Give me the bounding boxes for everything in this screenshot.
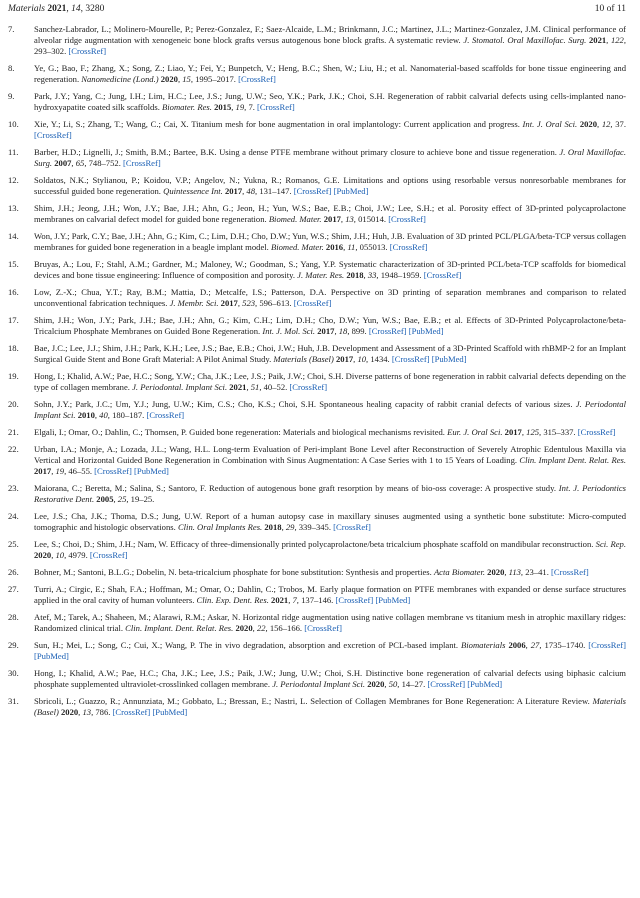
reference-text: Hong, I.; Khalid, A.W.; Pae, H.C.; Song, Y.W.; Cha, J.K.; Lee, J.S.; Paik, J.W.; Choi, S.H. Diverse patterns of bone regeneration in rabbit calvarial defects depending on the type of collagen membrane. — [34, 371, 626, 393]
reference-text: Elgali, I.; Omar, O.; Dahlin, C.; Thomsen, P. Guided bone regeneration: Materials and biological mechanisms revisited. — [34, 427, 445, 438]
reference-volume: 50 — [388, 679, 398, 690]
reference-year: 2020 — [487, 567, 505, 578]
reference-text: Shim, J.H.; Jeong, J.H.; Won, J.Y.; Bae, J.H.; Ahn, G.; Jeon, H.; Yun, W.S.; Bae, E.B.; Choi, J.W.; Lee, S.H.; et al. Porosity effect of 3D-printed polycaprolactone membranes on calvarial defect model for guided bone regeneration. — [34, 203, 626, 225]
reference-pages: 1434. — [370, 354, 390, 365]
reference-year: 2020 — [235, 623, 253, 634]
reference-number: 27. — [8, 584, 19, 594]
reference-text: Bruyas, A.; Lou, F.; Stahl, A.M.; Gardner, M.; Maloney, W.; Goodman, S.; Yang, Y.P. Systematic characterization of 3D-printed PCL/beta-TCP scaffolds for biomedical devices and bone tissue engineering: Influence of composition and porosity. — [34, 259, 626, 281]
reference-year: 2017 — [224, 186, 243, 197]
reference-item: 18. Bae, J.C.; Lee, J.J.; Shim, J.H.; Park, K.H.; Lee, J.S.; Bae, E.B.; Choi, J.W.; Huh, J.B. Development and Assessment of a 3D-Printed Scaffold with rhBMP-2 for an Implant Surgical Guide Stent and Bone Graft Material: A Pilot Animal Study. Materials (Basel) 2017, 10, 1434. [CrossRef] [PubMed] — [8, 343, 626, 365]
reference-volume: 19 — [235, 102, 245, 113]
reference-item: 11. Barber, H.D.; Lignelli, J.; Smith, B.M.; Bartee, B.K. Using a dense PTFE membrane without primary closure to achieve bone and tissue regeneration. J. Oral Maxillofac. Surg. 2007, 65, 748–752. [CrossRef] — [8, 147, 626, 169]
reference-item: 20. Sohn, J.Y.; Park, J.C.; Um, Y.J.; Jung, U.W.; Kim, C.S.; Cho, K.S.; Choi, S.H. Spontaneous healing capacity of rabbit cranial defects of various sizes. J. Periodontal Implant Sci. 2010, 40, 180–187. [CrossRef] — [8, 399, 626, 421]
reference-pages: 156–166. — [269, 623, 303, 634]
reference-year: 2018 — [346, 270, 364, 281]
reference-volume: 13 — [345, 214, 354, 225]
crossref-link[interactable]: [CrossRef] — [368, 326, 407, 337]
crossref-link[interactable]: [CrossRef] — [68, 46, 107, 57]
reference-text: Lee, S.; Choi, D.; Shim, J.H.; Nam, W. Efficacy of three-dimensionally printed polycaprolactone/beta tricalcium phosphate scaffold on mandibular reconstruction. — [34, 539, 594, 550]
reference-text: Bohner, M.; Santoni, B.L.G.; Dobelin, N. beta-tricalcium phosphate for bone substitution: Synthesis and properties. — [34, 567, 432, 578]
reference-journal: Biomater. Res. — [162, 102, 212, 113]
reference-pages: 015014. — [358, 214, 387, 225]
reference-item: 27. Turri, A.; Cirgic, E.; Shah, F.A.; Hoffman, M.; Omar, O.; Dahlin, C.; Trobos, M. Early plaque formation on PTFE membranes with expanded or dense surface structures applied in the oral cavity of human volunteers. Clin. Exp. Dent. Res. 2021, 7, 137–146. [CrossRef] [PubMed] — [8, 584, 626, 606]
reference-journal: J. Stomatol. Oral Maxillofac. Surg. — [463, 35, 587, 46]
reference-journal: Materials (Basel) — [34, 696, 626, 718]
journal-year: 2021 — [47, 4, 67, 14]
reference-item: 26. Bohner, M.; Santoni, B.L.G.; Dobelin, N. beta-tricalcium phosphate for bone substitution: Synthesis and properties. Acta Biomater. 2020, 113, 23–41. [CrossRef] — [8, 567, 589, 578]
reference-text: Park, J.Y.; Yang, C.; Jung, I.H.; Lim, H.C.; Lee, J.S.; Jung, U.W.; Seo, Y.K.; Park, J.K.; Choi, S.H. Regeneration of rabbit calvarial defects using cells-implanted nano-hydroxyapatite coated silk scaffolds. — [34, 91, 626, 113]
reference-number: 10. — [8, 119, 19, 130]
reference-list — [8, 24, 626, 724]
reference-year: 2006 — [508, 640, 526, 650]
reference-volume: 40 — [99, 410, 108, 421]
reference-volume: 25 — [117, 494, 127, 505]
reference-journal: Int. J. Periodontics Restorative Dent. — [34, 483, 626, 505]
reference-item: 25. Lee, S.; Choi, D.; Shim, J.H.; Nam, W. Efficacy of three-dimensionally printed polycaprolactone/beta tricalcium phosphate scaffold on mandibular reconstruction. Sci. Rep. 2020, 10, 4979. [CrossRef] — [8, 539, 626, 561]
reference-volume: 51 — [250, 382, 260, 393]
crossref-link[interactable]: [CrossRef] — [333, 522, 371, 533]
reference-number: 7. — [8, 24, 15, 34]
reference-text: Turri, A.; Cirgic, E.; Shah, F.A.; Hoffman, M.; Omar, O.; Dahlin, C.; Trobos, M. Early plaque formation on PTFE membranes with expanded or dense surface structures applied in the oral cavity of human volunteers. — [34, 584, 626, 606]
pubmed-link[interactable]: [PubMed] — [408, 326, 444, 337]
reference-volume: 27 — [530, 640, 540, 650]
reference-volume: 19 — [55, 466, 65, 477]
reference-volume: 11 — [347, 242, 356, 253]
crossref-link[interactable]: [CrossRef] — [34, 130, 72, 141]
reference-year: 2010 — [77, 410, 95, 421]
reference-pages: 37. — [615, 119, 626, 130]
reference-year: 2021 — [271, 595, 289, 606]
reference-item: 29. Sun, H.; Mei, L.; Song, C.; Cui, X.; Wang, P. The in vivo degradation, absorption and excretion of PCL-based implant. Biomaterials 2006, 27, 1735–1740. [CrossRef] [PubMed] — [8, 640, 626, 662]
reference-text: Barber, H.D.; Lignelli, J.; Smith, B.M.; Bartee, B.K. Using a dense PTFE membrane without primary closure to achieve bone and tissue regeneration. — [34, 147, 557, 158]
reference-text: Soldatos, N.K.; Stylianou, P.; Koidou, V.P.; Angelov, N.; Yukna, R.; Romanos, G.E. Limitations and options using resorbable versus nonresorbable membranes for successful guided bone regeneration. — [34, 175, 626, 197]
reference-text: Sbricoli, L.; Guazzo, R.; Annunziata, M.; Gobbato, L.; Bressan, E.; Nastri, L. Selection of Collagen Membranes for Bone Regeneration: A Literature Review. — [34, 696, 590, 706]
reference-text: Ye, G.; Bao, F.; Zhang, X.; Song, Z.; Liao, Y.; Fei, Y.; Bunpetch, V.; Heng, B.C.; Shen, W.; Liu, H.; et al. Nanomaterial-based scaffolds for bone tissue engineering and regeneration. — [34, 63, 626, 85]
crossref-link[interactable]: [CrossRef] — [335, 595, 374, 606]
crossref-link[interactable]: [CrossRef] — [94, 466, 132, 477]
reference-pages: 055013. — [359, 242, 388, 253]
reference-pages: 1948–1959. — [380, 270, 422, 281]
reference-pages: 315–337. — [543, 427, 576, 438]
reference-volume: 113 — [508, 567, 521, 578]
reference-number: 11. — [8, 147, 19, 158]
reference-volume: 10 — [55, 550, 65, 561]
reference-pages: 131–147. — [259, 186, 292, 197]
reference-pages: 137–146. — [301, 595, 334, 606]
reference-item: 23. Maiorana, C.; Beretta, M.; Salina, S.; Santoro, F. Reduction of autogenous bone graft resorption by means of bio-oss coverage: A prospective study. Int. J. Periodontics Restorative Dent. 2005, 25, 19–25. — [8, 483, 626, 505]
reference-item: 9. Park, J.Y.; Yang, C.; Jung, I.H.; Lim, H.C.; Lee, J.S.; Jung, U.W.; Seo, Y.K.; Park, J.K.; Choi, S.H. Regeneration of rabbit calvarial defects using cells-implanted nano-hydroxyapatite coated silk scaffolds. Biomater. Res. 2015, 19, 7. [CrossRef] — [8, 91, 626, 113]
reference-pages: 14–27. — [401, 679, 426, 690]
reference-item: 12. Soldatos, N.K.; Stylianou, P.; Koidou, V.P.; Angelov, N.; Yukna, R.; Romanos, G.E. Limitations and options using resorbable versus nonresorbable membranes for successful guided bone regeneration. Quintessence Int. 2017, 48, 131–147. [CrossRef] [PubMed] — [8, 175, 626, 197]
reference-pages: 293–302. — [34, 46, 67, 57]
reference-year: 2007 — [54, 158, 72, 169]
reference-number: 28. — [8, 612, 19, 622]
reference-number: 21. — [8, 427, 19, 438]
reference-item: 31. Sbricoli, L.; Guazzo, R.; Annunziata, M.; Gobbato, L.; Bressan, E.; Nastri, L. Selection of Collagen Membranes for Bone Regeneration: A Literature Review. Materials (Basel) 2020, 13, 786. [CrossRef] [PubMed] — [8, 696, 626, 718]
reference-pages: 23–41. — [525, 567, 549, 578]
reference-text: Urban, I.A.; Monje, A.; Lozada, J.L.; Wang, H.L. Long-term Evaluation of Peri-implant Bone Level after Reconstruction of Severely Atrophic Edentulous Maxilla via Vertical and Horizontal Guided Bone Regeneration in Combination with Sinus Augmentation: A Case Series with 1 to 15 Years of Loading. — [34, 444, 626, 466]
reference-pages: 46–55. — [68, 466, 93, 477]
reference-volume: 65 — [75, 158, 85, 169]
reference-number: 8. — [8, 63, 15, 74]
crossref-link[interactable]: [CrossRef] — [293, 186, 332, 197]
reference-journal: J. Mater. Res. — [297, 270, 345, 281]
journal-volume: 14 — [71, 4, 81, 14]
reference-year: 2020 — [60, 707, 79, 718]
reference-year: 2020 — [579, 119, 597, 130]
reference-number: 16. — [8, 287, 19, 298]
crossref-link[interactable]: [CrossRef] — [123, 158, 161, 169]
reference-item: 28. Atef, M.; Tarek, A.; Shaheen, M.; Alarawi, R.M.; Askar, N. Horizontal ridge augmentation using native collagen membrane vs titanium mesh in atrophic maxillary ridges: Randomized clinical trial. Clin. Implant. Dent. Relat. Res. 2020, 22, 156–166. [CrossRef] — [8, 612, 626, 634]
reference-volume: 22 — [256, 623, 266, 634]
reference-item: 22. Urban, I.A.; Monje, A.; Lozada, J.L.; Wang, H.L. Long-term Evaluation of Peri-implant Bone Level after Reconstruction of Severely Atrophic Edentulous Maxilla via Vertical and Horizontal Guided Bone Regeneration in Combination with Sinus Augmentation: A Case Series with 1 to 15 Years of Loading. Clin. Implant Dent. Relat. Res. 2017, 19, 46–55. [CrossRef] [PubMed] — [8, 444, 627, 477]
reference-number: 18. — [8, 343, 19, 354]
pubmed-link[interactable]: [PubMed] — [152, 707, 188, 718]
crossref-link[interactable]: [CrossRef] — [293, 298, 332, 309]
reference-pages: 1995–2017. — [195, 74, 236, 85]
reference-year: 2017 — [317, 326, 335, 337]
reference-item: 15. Bruyas, A.; Lou, F.; Stahl, A.M.; Gardner, M.; Maloney, W.; Goodman, S.; Yang, Y.P. Systematic characterization of 3D-printed PCL/beta-TCP scaffolds for biomedical devices and bone tissue engineering: Influence of composition and porosity. J. Mater. Res. 2018, 33, 1948–1959. [CrossRef] — [8, 259, 626, 281]
reference-item: 10. Xie, Y.; Li, S.; Zhang, T.; Wang, C.; Cai, X. Titanium mesh for bone augmentation in oral implantology: Current application and progress. Int. J. Oral Sci. 2020, 12, 37. [CrossRef] — [8, 119, 626, 141]
reference-journal: Acta Biomater. — [433, 567, 486, 578]
reference-item: 7. Sanchez-Labrador, L.; Molinero-Mourelle, P.; Perez-Gonzalez, F.; Saez-Alcaide, L.M.; Brinkmann, J.C.; Martinez, J.L.; Martinez-Gonzalez, J.M. Clinical performance of alveolar ridge augmentation with xenogeneic bone block grafts versus autogenous bone block grafts. A systematic review. J. Stomatol. Oral Maxillofac. Surg. 2021, 122, 293–302. [CrossRef] — [8, 24, 626, 57]
reference-number: 17. — [8, 315, 19, 326]
reference-item: 30. Hong, I.; Khalid, A.W.; Pae, H.C.; Cha, J.K.; Lee, J.S.; Paik, J.W.; Jung, U.W.; Choi, S.H. Distinctive bone regeneration of calvarial defects using biphasic calcium phosphate supplemented ultraviolet-crosslinked collagen membrane. J. Periodontal Implant Sci. 2020, 50, 14–27. [CrossRef] [PubMed] — [8, 668, 626, 690]
reference-journal: J. Periodontal. Implant Sci. — [132, 382, 228, 393]
reference-volume: 523 — [242, 298, 256, 309]
crossref-link[interactable]: [CrossRef] — [289, 382, 328, 393]
reference-volume: 122 — [610, 35, 624, 46]
reference-item: 14. Won, J.Y.; Park, C.Y.; Bae, J.H.; Ahn, G.; Kim, C.; Lim, D.H.; Cho, D.W.; Yun, W.S.; Shim, J.H.; Huh, J.B. Evaluation of 3D printed PCL/PLGA/beta-TCP versus collagen membranes for guided bone regeneration in a beagle implant model. Biomed. Mater. 2016, 11, 055013. [CrossRef] — [8, 231, 626, 253]
reference-journal: Biomed. Mater. — [270, 242, 324, 253]
reference-text: Sohn, J.Y.; Park, J.C.; Um, Y.J.; Jung, U.W.; Kim, C.S.; Cho, K.S.; Choi, S.H. Spontaneous healing capacity of rabbit cranial defects of various sizes. — [34, 399, 573, 410]
reference-volume: 33 — [367, 270, 377, 281]
reference-year: 2015 — [214, 102, 232, 113]
reference-volume: 13 — [82, 707, 92, 718]
reference-number: 14. — [8, 231, 19, 242]
reference-number: 26. — [8, 567, 19, 578]
reference-year: 2018 — [264, 522, 282, 533]
reference-year: 2017 — [504, 427, 522, 438]
pubmed-link[interactable]: [PubMed] — [34, 651, 69, 662]
reference-text: Hong, I.; Khalid, A.W.; Pae, H.C.; Cha, J.K.; Lee, J.S.; Paik, J.W.; Jung, U.W.; Choi, S.H. Distinctive bone regeneration of calvarial defects using biphasic calcium phosphate supplemented ultraviolet-crosslinked collagen membrane. — [34, 668, 626, 690]
reference-number: 24. — [8, 511, 19, 522]
reference-year: 2016 — [325, 242, 344, 253]
reference-text: Sanchez-Labrador, L.; Molinero-Mourelle, P.; Perez-Gonzalez, F.; Saez-Alcaide, L.M.; Brinkmann, J.C.; Martinez, J.L.; Martinez-Gonzalez, J.M. Clinical performance of alveolar ridge augmentation with xenogeneic bone block grafts versus autogenous bone block grafts. A systematic review. — [34, 24, 626, 46]
crossref-link[interactable]: [CrossRef] — [89, 550, 128, 561]
page-header — [8, 2, 626, 16]
reference-year: 2020 — [367, 679, 385, 690]
pubmed-link[interactable]: [PubMed] — [134, 466, 169, 477]
reference-item: 17. Shim, J.H.; Won, J.Y.; Park, J.H.; Bae, J.H.; Ahn, G.; Kim, C.H.; Lim, D.H.; Cho, D.W.; Yun, W.S.; Bae, E.B.; et al. Effects of 3D-Printed Polycaprolactone/beta-Tricalcium Phosphate Membranes on Guided Bone Regeneration. Int. J. Mol. Sci. 2017, 18, 899. [CrossRef] [PubMed] — [8, 315, 626, 337]
reference-journal: J. Periodontal Implant Sci. — [272, 679, 366, 690]
reference-year: 2005 — [96, 494, 114, 505]
reference-volume: 125 — [526, 427, 540, 438]
reference-pages: 180–187. — [112, 410, 145, 421]
reference-journal: J. Periodontal Implant Sci. — [34, 399, 626, 421]
reference-pages: 339–345. — [298, 522, 331, 533]
reference-text: Shim, J.H.; Won, J.Y.; Park, J.H.; Bae, J.H.; Ahn, G.; Kim, C.H.; Lim, D.H.; Cho, D.W.; Yun, W.S.; Bae, E.B.; et al. Effects of 3D-Printed Polycaprolactone/beta-Tricalcium Phosphate Membranes on Guided Bone Regeneration. — [34, 315, 626, 337]
reference-number: 15. — [8, 259, 19, 270]
reference-number: 20. — [8, 399, 19, 410]
reference-item: 8. Ye, G.; Bao, F.; Zhang, X.; Song, Z.; Liao, Y.; Fei, Y.; Bunpetch, V.; Heng, B.C.; Shen, W.; Liu, H.; et al. Nanomaterial-based scaffolds for bone tissue engineering and regeneration. Nanomedicine (Lond.) 2020, 15, 1995–2017. [CrossRef] — [8, 63, 626, 85]
crossref-link[interactable]: [CrossRef] — [238, 74, 276, 85]
reference-number: 30. — [8, 668, 19, 678]
pubmed-link[interactable]: [PubMed] — [375, 595, 411, 606]
reference-number: 12. — [8, 175, 19, 186]
reference-journal: J. Membr. Sci. — [169, 298, 219, 309]
crossref-link[interactable]: [CrossRef] — [427, 679, 466, 690]
reference-year: 2021 — [588, 35, 607, 46]
reference-text: Won, J.Y.; Park, C.Y.; Bae, J.H.; Ahn, G.; Kim, C.; Lim, D.H.; Cho, D.W.; Yun, W.S.; Shim, J.H.; Huh, J.B. Evaluation of 3D printed PCL/PLGA/beta-TCP versus collagen membranes for guided bone regeneration in a beagle implant model. — [34, 231, 626, 253]
reference-text: Lee, J.S.; Cha, J.K.; Thoma, D.S.; Jung, U.W. Report of a human autopsy case in maxillary sinuses augmented using a synthetic bone substitute: Micro-computed tomographic and histologic observations. — [34, 511, 626, 533]
reference-number: 25. — [8, 539, 19, 550]
reference-pages: 899. — [351, 326, 367, 337]
reference-volume: 48 — [246, 186, 256, 197]
crossref-link[interactable]: [CrossRef] — [577, 427, 616, 438]
reference-year: 2020 — [34, 550, 52, 561]
reference-volume: 29 — [285, 522, 295, 533]
reference-number: 29. — [8, 640, 19, 650]
reference-item: 21. Elgali, I.; Omar, O.; Dahlin, C.; Thomsen, P. Guided bone regeneration: Materials and biological mechanisms revisited. Eur. J. Oral Sci. 2017, 125, 315–337. [CrossRef] — [8, 427, 616, 438]
reference-pages: 748–752. — [88, 158, 121, 169]
reference-journal: Quintessence Int. — [163, 186, 223, 197]
reference-pages: 19–25. — [130, 494, 155, 505]
reference-number: 31. — [8, 696, 19, 706]
crossref-link[interactable]: [CrossRef] — [112, 707, 151, 718]
reference-number: 9. — [8, 91, 15, 102]
reference-journal: Eur. J. Oral Sci. — [447, 427, 503, 438]
reference-text: Xie, Y.; Li, S.; Zhang, T.; Wang, C.; Cai, X. Titanium mesh for bone augmentation in oral implantology: Current application and progress. — [34, 119, 520, 130]
crossref-link[interactable]: [CrossRef] — [391, 354, 430, 365]
reference-pages: 7. — [248, 102, 255, 113]
reference-text: Maiorana, C.; Beretta, M.; Salina, S.; Santoro, F. Reduction of autogenous bone graft resorption by means of bio-oss coverage: A prospective study. — [34, 483, 556, 494]
reference-journal: Biomed. Mater. — [268, 214, 322, 225]
crossref-link[interactable]: [CrossRef] — [146, 410, 185, 421]
pubmed-link[interactable]: [PubMed] — [333, 186, 369, 197]
reference-year: 2017 — [335, 354, 354, 365]
reference-volume: 12 — [601, 119, 611, 130]
crossref-link[interactable]: [CrossRef] — [304, 623, 342, 634]
reference-number: 19. — [8, 371, 19, 382]
reference-text: Sun, H.; Mei, L.; Song, C.; Cui, X.; Wang, P. The in vivo degradation, absorption and excretion of PCL-based implant. — [34, 640, 459, 650]
reference-journal: Materials (Basel) — [273, 354, 334, 365]
reference-volume: 18 — [338, 326, 348, 337]
reference-pages: 4979. — [68, 550, 88, 561]
article-number: 3280 — [85, 4, 105, 14]
reference-number: 23. — [8, 483, 19, 494]
reference-year: 2017 — [323, 214, 341, 225]
crossref-link[interactable]: [CrossRef] — [388, 214, 426, 225]
reference-volume: 10 — [357, 354, 367, 365]
reference-year: 2017 — [220, 298, 238, 309]
reference-journal: Clin. Exp. Dent. Res. — [196, 595, 269, 606]
reference-number: 13. — [8, 203, 19, 214]
reference-journal: Int. J. Mol. Sci. — [262, 326, 316, 337]
reference-journal: Int. J. Oral Sci. — [522, 119, 578, 130]
reference-journal: Biomaterials — [461, 640, 506, 650]
reference-number: 22. — [8, 444, 19, 454]
reference-journal: Clin. Implant. Dent. Relat. Res. — [125, 623, 234, 634]
crossref-link[interactable]: [CrossRef] — [389, 242, 428, 253]
reference-pages: 40–52. — [263, 382, 288, 393]
reference-year: 2020 — [160, 74, 178, 85]
reference-journal: J. Oral Maxillofac. Surg. — [34, 147, 626, 169]
reference-item: 19. Hong, I.; Khalid, A.W.; Pae, H.C.; Song, Y.W.; Cha, J.K.; Lee, J.S.; Paik, J.W.; Choi, S.H. Diverse patterns of bone regeneration in rabbit calvarial defects depending on the type of collagen membrane. J. Periodontal. Implant Sci. 2021, 51, 40–52. [CrossRef] — [8, 371, 626, 393]
crossref-link[interactable]: [CrossRef] — [588, 640, 626, 650]
reference-journal: Clin. Implant Dent. Relat. Res. — [519, 455, 627, 466]
reference-journal: Clin. Oral Implants Res. — [177, 522, 263, 533]
reference-text: Bae, J.C.; Lee, J.J.; Shim, J.H.; Park, K.H.; Lee, J.S.; Bae, E.B.; Choi, J.W.; Huh, J.B. Development and Assessment of a 3D-Printed Scaffold with rhBMP-2 for an Implant Surgical Guide Stent and Bone Graft Material: A Pilot Animal Study. — [34, 343, 626, 365]
pubmed-link[interactable]: [PubMed] — [431, 354, 467, 365]
reference-text: Low, Z.-X.; Chua, Y.T.; Ray, B.M.; Mattia, D.; Metcalfe, I.S.; Patterson, D.A. Perspective on 3D printing of separation membranes and comparison to related unconventional fabrication techniques. — [34, 287, 626, 309]
reference-pages: 786. — [95, 707, 111, 718]
reference-volume: 7 — [292, 595, 297, 606]
reference-pages: 1735–1740. — [544, 640, 586, 650]
reference-item: 24. Lee, J.S.; Cha, J.K.; Thoma, D.S.; Jung, U.W. Report of a human autopsy case in maxillary sinuses augmented using a synthetic bone substitute: Micro-computed tomographic and histologic observations. Clin. Oral Implants Res. 2018, 29, 339–345. [CrossRef] — [8, 511, 626, 533]
reference-pages: 596–613. — [259, 298, 292, 309]
journal-name: Materials — [8, 4, 45, 14]
crossref-link[interactable]: [CrossRef] — [423, 270, 462, 281]
reference-volume: 15 — [182, 74, 191, 85]
page-number: 10 of 11 — [594, 4, 626, 14]
journal-citation: Materials 2021, 14, 3280 — [8, 4, 105, 14]
reference-year: 2017 — [34, 466, 52, 477]
reference-journal: Nanomedicine (Lond.) — [81, 74, 159, 85]
reference-item: 16. Low, Z.-X.; Chua, Y.T.; Ray, B.M.; Mattia, D.; Metcalfe, I.S.; Patterson, D.A. Perspective on 3D printing of separation membranes and comparison to related unconventional fabrication techniques. J. Membr. Sci. 2017, 523, 596–613. [CrossRef] — [8, 287, 626, 309]
reference-text: Atef, M.; Tarek, A.; Shaheen, M.; Alarawi, R.M.; Askar, N. Horizontal ridge augmentation using native collagen membrane vs titanium mesh in atrophic maxillary ridges: Randomized clinical trial. — [34, 612, 626, 634]
pubmed-link[interactable]: [PubMed] — [467, 679, 503, 690]
reference-item: 13. Shim, J.H.; Jeong, J.H.; Won, J.Y.; Bae, J.H.; Ahn, G.; Jeon, H.; Yun, W.S.; Bae, E.B.; Choi, J.W.; Lee, S.H.; et al. Porosity effect of 3D-printed polycaprolactone membranes on calvarial defect model for guided bone regeneration. Biomed. Mater. 2017, 13, 015014. [CrossRef] — [8, 203, 626, 225]
crossref-link[interactable]: [CrossRef] — [257, 102, 295, 113]
reference-year: 2021 — [229, 382, 247, 393]
reference-journal: Sci. Rep. — [595, 539, 626, 550]
crossref-link[interactable]: [CrossRef] — [551, 567, 589, 578]
